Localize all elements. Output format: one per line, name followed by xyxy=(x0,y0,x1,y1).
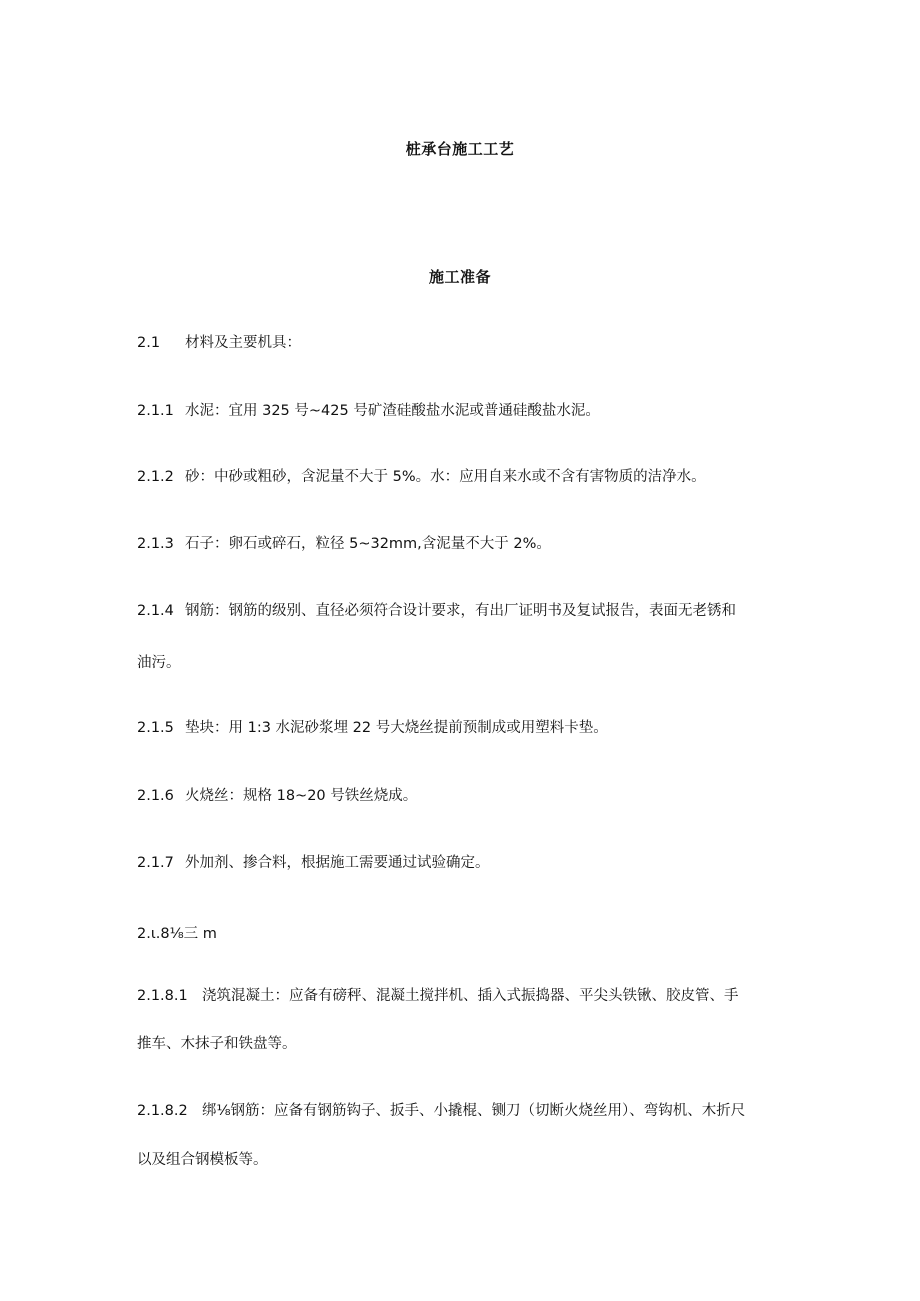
item-number: 2.1.1 xyxy=(137,403,174,419)
paragraph-2-1-8-2 xyxy=(137,1101,787,1121)
item-text: 浇筑混凝土：应备有磅秤、混凝土搅拌机、插入式振捣器、平尖头铁锹、胶皮管、手 xyxy=(202,988,739,1004)
item-number: 2.1.5 xyxy=(137,720,174,736)
paragraph-2-1-3 xyxy=(137,534,787,554)
item-text: 绑⅛钢筋：应备有钢筋钩子、扳手、小撬棍、铡刀（切断火烧丝用）、弯钩机、木折尺 xyxy=(202,1103,746,1119)
item-number: 2.1.3 xyxy=(137,536,174,552)
section-heading: 施工准备 xyxy=(428,268,491,286)
item-text: 钢筋：钢筋的级别、直径必须符合设计要求，有出厂证明书及复试报告，表面无老锈和 xyxy=(185,603,736,619)
document-title: 桩承台施工工艺 xyxy=(405,140,515,158)
paragraph-2-1-6 xyxy=(137,786,787,806)
paragraph-2-1-1 xyxy=(137,401,787,421)
item-number: 2.1.8.1 xyxy=(137,988,188,1004)
item-text: 石子：卵石或碎石，粒径 5~32mm,含泥量不大于 2%。 xyxy=(185,536,551,552)
item-text: 垫块：用 1:3 水泥砂浆埋 22 号大烧丝提前预制成或用塑料卡垫。 xyxy=(185,720,608,736)
paragraph-2-1-4 xyxy=(137,601,787,621)
item-text: 材料及主要机具： xyxy=(185,335,301,351)
paragraph-2-1-8-1-continuation: 推车、木抹子和铁盘等。 xyxy=(137,1036,297,1052)
item-number: 2.1.8.2 xyxy=(137,1103,188,1119)
item-number: 2.1.7 xyxy=(137,855,174,871)
paragraph-2-1-8 xyxy=(137,924,787,944)
item-text: 砂：中砂或粗砂，含泥量不大于 5%。水：应用自来水或不含有害物质的洁净水。 xyxy=(185,469,706,485)
paragraph-2-1-8-1 xyxy=(137,986,787,1006)
paragraph-2-1-8-2-continuation: 以及组合钢模板等。 xyxy=(137,1152,268,1168)
paragraph-2-1 xyxy=(137,333,787,353)
paragraph-2-1-5 xyxy=(137,718,787,738)
paragraph-2-1-2 xyxy=(137,467,787,487)
item-number: 2.1.4 xyxy=(137,603,174,619)
paragraph-2-1-7 xyxy=(137,853,787,873)
item-number: 2.1 xyxy=(137,335,161,351)
item-number: 2.1.6 xyxy=(137,788,174,804)
item-text: 外加剂、掺合料，根据施工需要通过试验确定。 xyxy=(185,855,490,871)
item-number: 2.1.2 xyxy=(137,469,174,485)
item-text: 火烧丝：规格 18~20 号铁丝烧成。 xyxy=(185,788,418,804)
item-text: 2.ι.8⅛三 m xyxy=(137,926,217,942)
item-text: 水泥：宜用 325 号~425 号矿渣硅酸盐水泥或普通硅酸盐水泥。 xyxy=(185,403,600,419)
paragraph-2-1-4-continuation: 油污。 xyxy=(137,655,181,671)
